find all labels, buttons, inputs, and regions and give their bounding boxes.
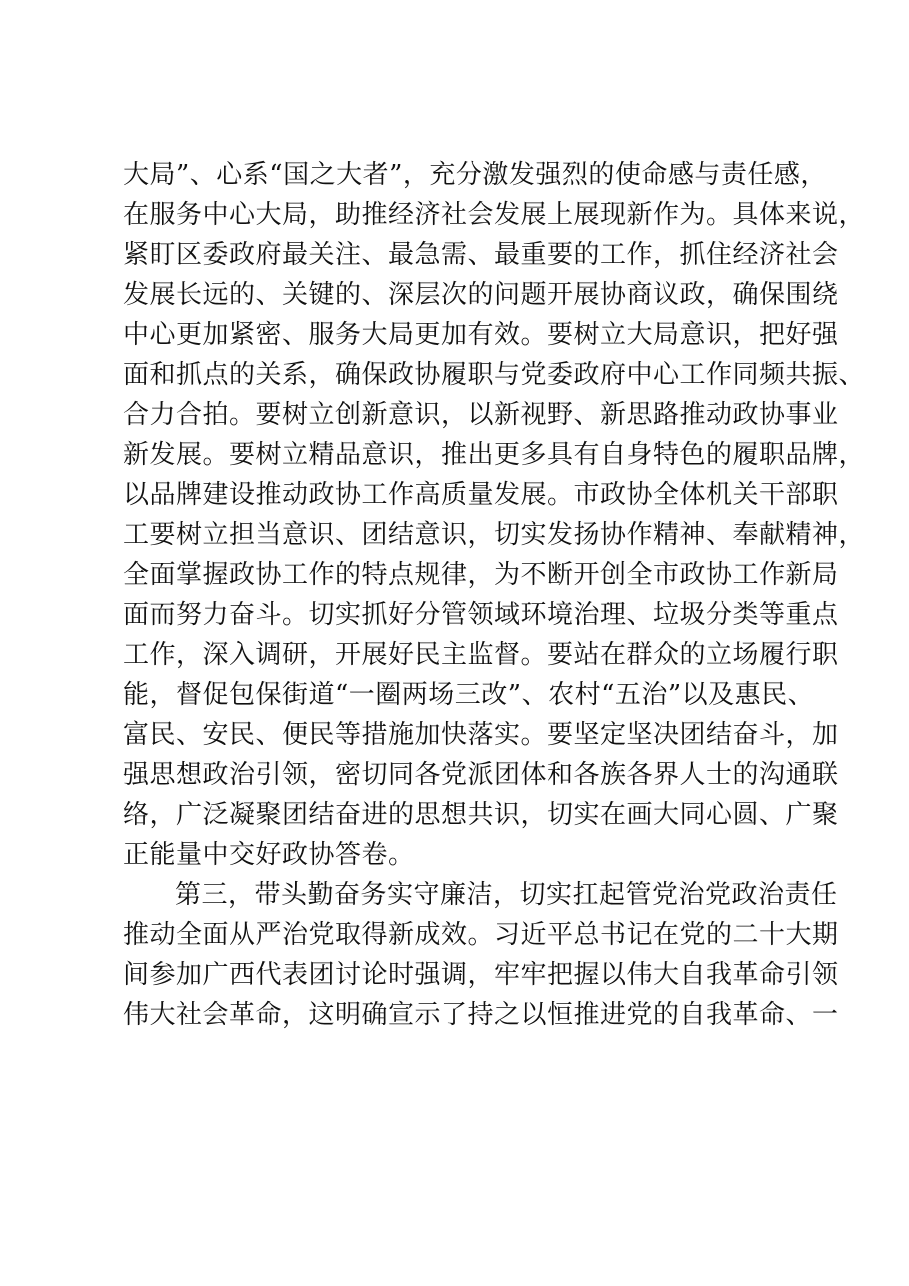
paragraph-1-line-1: 大局”、心系“国之大者”，充分激发强烈的使命感与责任感， [123, 160, 827, 190]
paragraph-2-line-2: 推动全面从严治党取得新成效。习近平总书记在党的二十大期 [123, 920, 839, 950]
paragraph-1-line-7: 合力合拍。要树立创新意识，以新视野、新思路推动政协事业 [123, 400, 839, 430]
paragraph-1-line-17: 络，广泛凝聚团结奋进的思想共识，切实在画大同心圆、广聚 [123, 800, 839, 830]
paragraph-1-line-14: 能，督促包保街道“一圈两场三改”、农村“五治”以及惠民、 [123, 680, 815, 710]
paragraph-1-line-4: 发展长远的、关键的、深层次的问题开展协商议政，确保围绕 [123, 280, 839, 310]
paragraph-1-line-6: 面和抓点的关系，确保政协履职与党委政府中心工作同频共振、 [123, 360, 866, 390]
paragraph-1-line-18: 正能量中交好政协答卷。 [123, 840, 415, 870]
paragraph-1-line-13: 工作，深入调研，开展好民主监督。要站在群众的立场履行职 [123, 640, 839, 670]
paragraph-1-line-8: 新发展。要树立精品意识，推出更多具有自身特色的履职品牌， [123, 440, 866, 470]
paragraph-2-line-4: 伟大社会革命，这明确宣示了持之以恒推进党的自我革命、一 [123, 1000, 839, 1030]
paragraph-1-line-9: 以品牌建设推动政协工作高质量发展。市政协全体机关干部职 [123, 480, 839, 510]
paragraph-2-line-1: 第三，带头勤奋务实守廉洁，切实扛起管党治党政治责任 [175, 880, 838, 910]
paragraph-1-line-3: 紧盯区委政府最关注、最急需、最重要的工作，抓住经济社会 [123, 240, 839, 270]
paragraph-1-line-12: 面而努力奋斗。切实抓好分管领域环境治理、垃圾分类等重点 [123, 600, 839, 630]
paragraph-2-line-3: 间参加广西代表团讨论时强调，牢牢把握以伟大自我革命引领 [123, 960, 839, 990]
paragraph-1-line-10: 工要树立担当意识、团结意识，切实发扬协作精神、奉献精神， [123, 520, 866, 550]
paragraph-1-line-16: 强思想政治引领，密切同各党派团体和各族各界人士的沟通联 [123, 760, 839, 790]
paragraph-1-line-15: 富民、安民、便民等措施加快落实。要坚定坚决团结奋斗，加 [123, 720, 839, 750]
paragraph-1-line-2: 在服务中心大局，助推经济社会发展上展现新作为。具体来说， [123, 200, 866, 230]
paragraph-1-line-5: 中心更加紧密、服务大局更加有效。要树立大局意识，把好强 [123, 320, 839, 350]
paragraph-1-line-11: 全面掌握政协工作的特点规律，为不断开创全市政协工作新局 [123, 560, 839, 590]
